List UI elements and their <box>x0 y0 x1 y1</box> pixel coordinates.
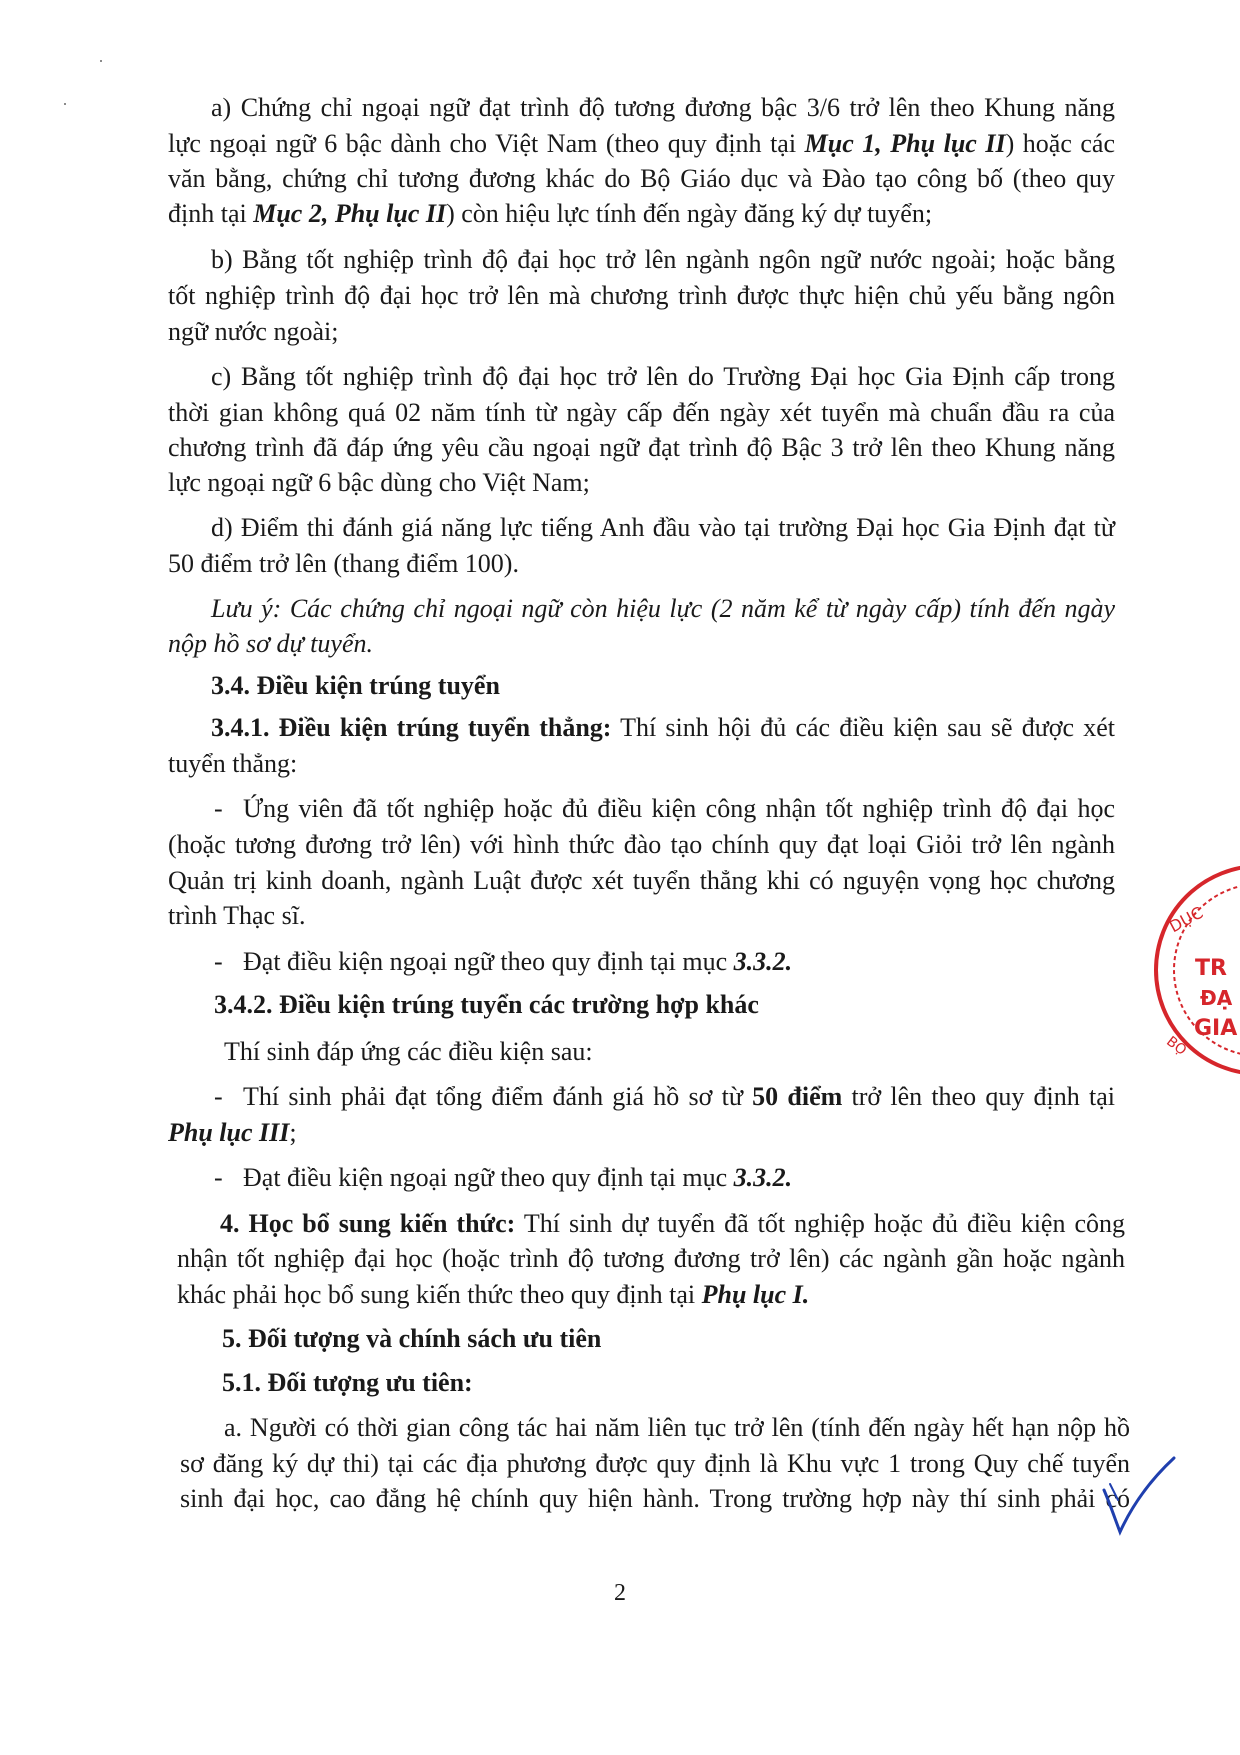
para-b-line-1: b) Bằng tốt nghiệp trình độ đại học trở lên ngành ngôn ngữ nước ngoài; hoặc bằng <box>211 245 1115 274</box>
s4-line-3: khác phải học bổ sung kiến thức theo quy định tại Phụ lục I. <box>177 1280 810 1309</box>
scan-speck <box>64 103 66 105</box>
s51-line-1: a. Người có thời gian công tác hai năm liên tục trở lên (tính đến ngày hết hạn nộp hồ <box>224 1413 1130 1442</box>
svg-text:DỤC: DỤC <box>1166 902 1207 937</box>
para-a-line-1: a) Chứng chỉ ngoại ngữ đạt trình độ tương đương bậc 3/6 trở lên theo Khung năng <box>211 93 1115 122</box>
para-a-line-3: văn bằng, chứng chỉ tương đương khác do Bộ Giáo dục và Đào tạo công bố (theo quy <box>168 164 1115 193</box>
official-stamp <box>1150 860 1240 1090</box>
ref-3-3-2: 3.3.2. <box>733 947 793 976</box>
para-a-line-2: lực ngoại ngữ 6 bậc dành cho Việt Nam (theo quy định tại Mục 1, Phụ lục II) hoặc các <box>168 129 1116 158</box>
ref-muc1-phuluc2: Mục 1, Phụ lục II <box>804 129 1006 158</box>
ref-muc2-phuluc2: Mục 2, Phụ lục II <box>253 199 447 228</box>
svg-text:GIA: GIA <box>1194 1016 1238 1041</box>
s51-line-3: sinh đại học, cao đẳng hệ chính quy hiện hành. Trong trường hợp này thí sinh phải có <box>180 1484 1130 1513</box>
heading-3-4-1: 3.4.1. Điều kiện trúng tuyển thẳng: <box>211 713 612 742</box>
bullet-dash: - <box>214 1163 223 1192</box>
s342-bullet-1-line-1: Thí sinh phải đạt tổng điểm đánh giá hồ sơ từ 50 điểm trở lên theo quy định tại <box>243 1082 1115 1111</box>
ref-phuluc3: Phụ lục III <box>168 1118 290 1147</box>
para-d-line-1: d) Điểm thi đánh giá năng lực tiếng Anh đầu vào tại trường Đại học Gia Định đạt từ <box>211 513 1115 542</box>
s341-bullet-1-line-1: Ứng viên đã tốt nghiệp hoặc đủ điều kiện công nhận tốt nghiệp trình độ đại học <box>243 794 1115 823</box>
bullet-dash: - <box>214 794 223 823</box>
ref-3-3-2: 3.3.2. <box>733 1163 793 1192</box>
handwritten-tick-mark <box>1098 1454 1178 1544</box>
page-number: 2 <box>614 1580 626 1606</box>
heading-3-4: 3.4. Điều kiện trúng tuyển <box>211 671 500 700</box>
note-line-2: nộp hồ sơ dự tuyển. <box>168 629 373 658</box>
s51-line-2: sơ đăng ký dự thi) tại các địa phương được quy định là Khu vực 1 trong Quy chế tuyển <box>180 1449 1130 1478</box>
para-a-line-4: định tại Mục 2, Phụ lục II) còn hiệu lực tính đến ngày đăng ký dự tuyển; <box>168 199 933 228</box>
para-d-line-2: 50 điểm trở lên (thang điểm 100). <box>168 549 519 578</box>
s4-line-1: 4. Học bổ sung kiến thức: Thí sinh dự tuyển đã tốt nghiệp hoặc đủ điều kiện công <box>220 1209 1125 1238</box>
svg-text:BỘ: BỘ <box>1163 1033 1190 1059</box>
para-c-line-2: thời gian không quá 02 năm tính từ ngày cấp đến ngày xét tuyển mà chuẩn đầu ra của <box>168 398 1115 427</box>
s341-bullet-1-line-3: Quản trị kinh doanh, ngành Luật được xét tuyển thẳng khi có nguyện vọng học chương <box>168 866 1115 895</box>
svg-text:TR: TR <box>1195 956 1227 981</box>
para-c-line-4: lực ngoại ngữ 6 bậc dùng cho Việt Nam; <box>168 468 590 497</box>
s342-bullet-2: Đạt điều kiện ngoại ngữ theo quy định tại mục 3.3.2. <box>243 1163 793 1192</box>
para-c-line-1: c) Bằng tốt nghiệp trình độ đại học trở lên do Trường Đại học Gia Định cấp trong <box>211 362 1115 391</box>
s341-bullet-2: Đạt điều kiện ngoại ngữ theo quy định tại mục 3.3.2. <box>243 947 793 976</box>
ref-phuluc1: Phụ lục I. <box>701 1280 810 1309</box>
svg-text:ĐẠ: ĐẠ <box>1200 986 1233 1010</box>
heading-4: 4. Học bổ sung kiến thức: <box>220 1209 516 1238</box>
s341-bullet-1-line-2: (hoặc tương đương trở lên) với hình thức đào tạo chính quy đạt loại Giỏi trở lên ngành <box>168 830 1115 859</box>
heading-3-4-2: 3.4.2. Điều kiện trúng tuyển các trường hợp khác <box>214 990 759 1019</box>
bullet-dash: - <box>214 1082 223 1111</box>
score-50: 50 điểm <box>752 1082 843 1111</box>
heading-5: 5. Đối tượng và chính sách ưu tiên <box>222 1324 602 1353</box>
s4-line-2: nhận tốt nghiệp đại học (hoặc trình độ tương đương trở lên) các ngành gần hoặc ngành <box>177 1244 1125 1273</box>
para-c-line-3: chương trình đã đáp ứng yêu cầu ngoại ngữ đạt trình độ Bậc 3 trở lên theo Khung năng <box>168 433 1115 462</box>
heading-5-1: 5.1. Đối tượng ưu tiên: <box>222 1368 473 1397</box>
scan-speck <box>100 60 102 62</box>
para-b-line-3: ngữ nước ngoài; <box>168 317 339 346</box>
s342-intro: Thí sinh đáp ứng các điều kiện sau: <box>224 1037 593 1066</box>
para-b-line-2: tốt nghiệp trình độ đại học trở lên mà chương trình được thực hiện chủ yếu bằng ngôn <box>168 281 1115 310</box>
s342-bullet-1-line-2: Phụ lục III; <box>168 1118 297 1147</box>
s341-line-1: 3.4.1. Điều kiện trúng tuyển thẳng: Thí sinh hội đủ các điều kiện sau sẽ được xét <box>211 713 1116 742</box>
bullet-dash: - <box>214 947 223 976</box>
s341-bullet-1-line-4: trình Thạc sĩ. <box>168 901 306 930</box>
s341-line-2: tuyển thẳng: <box>168 749 298 778</box>
note-line-1: Lưu ý: Các chứng chỉ ngoại ngữ còn hiệu lực (2 năm kể từ ngày cấp) tính đến ngày <box>211 594 1115 623</box>
